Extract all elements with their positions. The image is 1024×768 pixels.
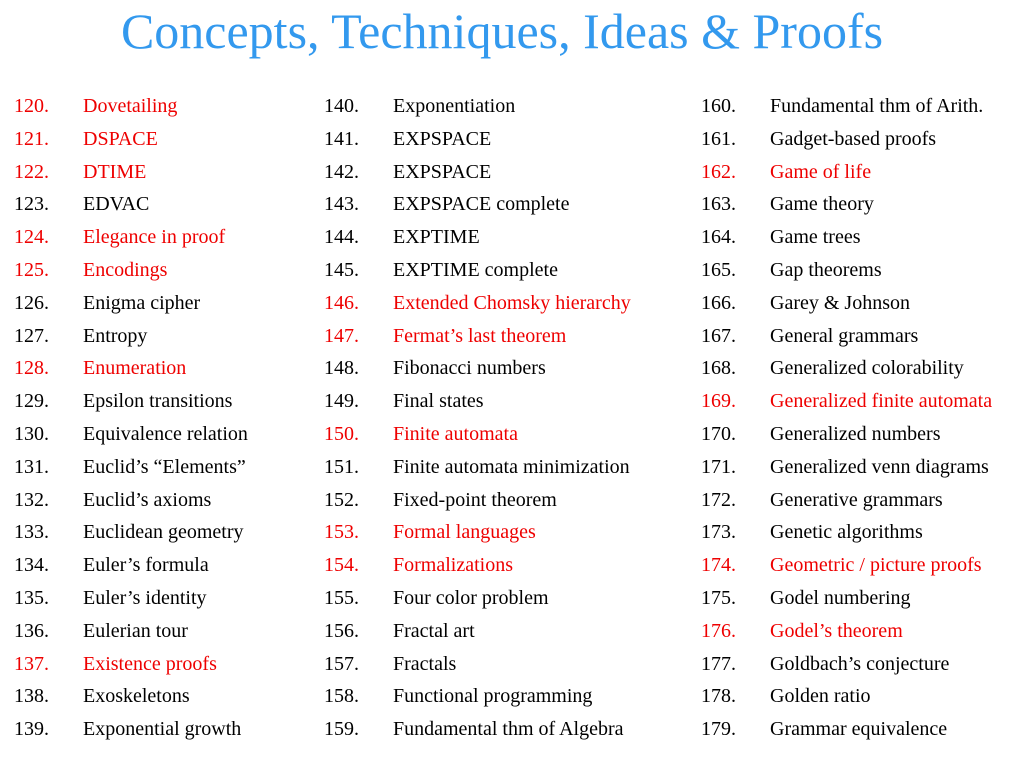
item-label: Entropy — [83, 324, 148, 347]
list-item — [324, 385, 631, 418]
item-label: Goldbach’s conjecture — [770, 652, 950, 675]
item-number: 132. — [14, 488, 49, 511]
item-number: 159. — [324, 718, 359, 741]
list-item — [701, 680, 992, 713]
list-item — [701, 516, 992, 549]
item-label: Euler’s formula — [83, 554, 209, 577]
item-number: 141. — [324, 127, 359, 150]
list-item — [701, 615, 992, 648]
list-item — [14, 156, 248, 189]
item-number: 168. — [701, 357, 736, 380]
list-item — [14, 188, 248, 221]
item-label: EXPTIME complete — [393, 258, 558, 281]
item-number: 144. — [324, 226, 359, 249]
item-label: Grammar equivalence — [770, 718, 948, 741]
item-number: 127. — [14, 324, 49, 347]
item-label: Generalized venn diagrams — [770, 455, 989, 478]
item-number: 167. — [701, 324, 736, 347]
list-item — [324, 221, 631, 254]
list-item — [324, 156, 631, 189]
item-number: 125. — [14, 258, 49, 281]
item-number: 177. — [701, 652, 736, 675]
list-item — [14, 648, 248, 681]
topic-column-2 — [324, 90, 631, 746]
item-number: 138. — [14, 685, 49, 708]
item-label: Eulerian tour — [83, 619, 188, 642]
item-label: Formalizations — [393, 554, 513, 577]
item-number: 174. — [701, 554, 736, 577]
item-number: 157. — [324, 652, 359, 675]
item-label: EXPTIME — [393, 226, 480, 249]
item-number: 149. — [324, 390, 359, 413]
list-item — [701, 254, 992, 287]
list-item — [14, 418, 248, 451]
list-item — [324, 352, 631, 385]
list-item — [324, 549, 631, 582]
item-label: Fundamental thm of Arith. — [770, 95, 984, 117]
item-label: Formal languages — [393, 521, 536, 544]
list-item — [701, 287, 992, 320]
list-item — [324, 320, 631, 353]
item-label: Gadget-based proofs — [770, 127, 937, 150]
item-label: Euclid’s “Elements” — [83, 455, 246, 478]
list-item — [324, 90, 631, 123]
item-label: Euclidean geometry — [83, 521, 244, 544]
list-item — [701, 320, 992, 353]
item-label: Equivalence relation — [83, 422, 248, 445]
item-number: 145. — [324, 258, 359, 281]
item-label: Fundamental thm of Algebra — [393, 718, 624, 741]
list-item — [324, 582, 631, 615]
item-number: 130. — [14, 422, 49, 445]
item-label: DTIME — [83, 160, 147, 183]
list-item — [14, 221, 248, 254]
list-item — [324, 516, 631, 549]
item-number: 153. — [324, 521, 359, 544]
item-number: 140. — [324, 95, 359, 117]
list-item — [701, 385, 992, 418]
item-label: Gap theorems — [770, 258, 882, 281]
item-label: Euclid’s axioms — [83, 488, 212, 511]
item-number: 163. — [701, 193, 736, 216]
item-number: 179. — [701, 718, 736, 741]
list-item — [324, 123, 631, 156]
item-number: 176. — [701, 619, 736, 642]
list-item — [701, 90, 992, 123]
item-number: 135. — [14, 586, 49, 609]
item-label: General grammars — [770, 324, 919, 347]
item-label: EXPSPACE — [393, 160, 492, 183]
item-label: Fractals — [393, 652, 457, 675]
list-item — [324, 254, 631, 287]
item-label: Exponentiation — [393, 95, 516, 117]
list-item — [14, 352, 248, 385]
item-number: 171. — [701, 455, 736, 478]
item-number: 154. — [324, 554, 359, 577]
item-number: 131. — [14, 455, 49, 478]
list-item — [324, 418, 631, 451]
list-item — [324, 451, 631, 484]
item-number: 164. — [701, 226, 736, 249]
item-number: 121. — [14, 127, 49, 150]
item-label: Game of life — [770, 160, 872, 183]
item-label: Fermat’s last theorem — [393, 324, 567, 347]
item-number: 150. — [324, 422, 359, 445]
item-label: Functional programming — [393, 685, 593, 708]
item-label: Enumeration — [83, 357, 187, 380]
topic-column-3 — [701, 90, 992, 746]
item-number: 134. — [14, 554, 49, 577]
list-item — [324, 648, 631, 681]
item-number: 146. — [324, 291, 359, 314]
item-number: 166. — [701, 291, 736, 314]
item-number: 139. — [14, 718, 49, 741]
item-label: Extended Chomsky hierarchy — [393, 291, 631, 314]
list-item — [701, 713, 992, 746]
item-label: EXPSPACE complete — [393, 193, 570, 216]
item-number: 148. — [324, 357, 359, 380]
item-number: 169. — [701, 390, 736, 413]
list-item — [324, 484, 631, 517]
list-item — [324, 680, 631, 713]
item-number: 155. — [324, 586, 359, 609]
list-item — [701, 451, 992, 484]
item-label: Exponential growth — [83, 718, 242, 741]
item-label: Fibonacci numbers — [393, 357, 546, 380]
item-number: 136. — [14, 619, 49, 642]
item-label: Fixed-point theorem — [393, 488, 557, 511]
item-number: 128. — [14, 357, 49, 380]
item-number: 160. — [701, 95, 736, 117]
item-label: Geometric / picture proofs — [770, 554, 982, 577]
item-label: Existence proofs — [83, 652, 217, 675]
item-label: Exoskeletons — [83, 685, 190, 708]
list-item — [14, 254, 248, 287]
item-number: 162. — [701, 160, 736, 183]
list-item — [701, 221, 992, 254]
item-number: 170. — [701, 422, 736, 445]
item-label: Generalized finite automata — [770, 390, 993, 413]
list-item — [14, 90, 248, 123]
item-label: DSPACE — [83, 127, 158, 150]
item-number: 137. — [14, 652, 49, 675]
item-label: Generalized numbers — [770, 422, 941, 445]
page-title: Concepts, Techniques, Ideas & Proofs — [120, 3, 884, 59]
list-item — [14, 615, 248, 648]
list-item — [324, 287, 631, 320]
item-number: 172. — [701, 488, 736, 511]
item-label: Game trees — [770, 226, 861, 249]
list-item — [14, 516, 248, 549]
item-label: Godel numbering — [770, 586, 911, 609]
list-item — [701, 484, 992, 517]
list-item — [701, 549, 992, 582]
list-item — [14, 385, 248, 418]
list-item — [14, 484, 248, 517]
list-item — [324, 615, 631, 648]
item-label: Genetic algorithms — [770, 521, 923, 544]
item-number: 122. — [14, 160, 49, 183]
item-label: EDVAC — [83, 193, 150, 216]
list-item — [14, 680, 248, 713]
item-number: 152. — [324, 488, 359, 511]
list-item — [14, 451, 248, 484]
list-item — [14, 287, 248, 320]
item-number: 124. — [14, 226, 49, 249]
item-label: Euler’s identity — [83, 586, 207, 609]
list-item — [14, 713, 248, 746]
list-item — [701, 648, 992, 681]
item-label: Four color problem — [393, 586, 549, 609]
item-label: Elegance in proof — [83, 226, 226, 249]
item-number: 123. — [14, 193, 49, 216]
item-label: Encodings — [83, 258, 168, 281]
item-number: 151. — [324, 455, 359, 478]
list-item — [14, 582, 248, 615]
item-label: Finite automata — [393, 422, 518, 445]
item-label: Golden ratio — [770, 685, 871, 708]
item-label: Generative grammars — [770, 488, 943, 511]
item-label: Garey & Johnson — [770, 291, 910, 314]
item-number: 129. — [14, 390, 49, 413]
list-item — [14, 123, 248, 156]
list-item — [701, 352, 992, 385]
item-label: EXPSPACE — [393, 127, 492, 150]
item-number: 120. — [14, 95, 49, 117]
item-number: 126. — [14, 291, 49, 314]
item-label: Godel’s theorem — [770, 619, 903, 642]
item-label: Generalized colorability — [770, 357, 964, 380]
item-label: Epsilon transitions — [83, 390, 233, 413]
item-number: 165. — [701, 258, 736, 281]
item-number: 143. — [324, 193, 359, 216]
list-item — [701, 418, 992, 451]
item-number: 158. — [324, 685, 359, 708]
list-item — [701, 156, 992, 189]
item-number: 173. — [701, 521, 736, 544]
item-number: 133. — [14, 521, 49, 544]
item-label: Fractal art — [393, 619, 475, 642]
list-item — [701, 188, 992, 221]
list-item — [701, 123, 992, 156]
item-number: 147. — [324, 324, 359, 347]
item-label: Finite automata minimization — [393, 455, 630, 478]
list-item — [701, 582, 992, 615]
list-item — [14, 549, 248, 582]
item-number: 161. — [701, 127, 736, 150]
list-item — [324, 188, 631, 221]
item-number: 178. — [701, 685, 736, 708]
item-label: Dovetailing — [83, 95, 178, 117]
list-item — [14, 320, 248, 353]
item-number: 175. — [701, 586, 736, 609]
item-label: Game theory — [770, 193, 874, 216]
item-number: 142. — [324, 160, 359, 183]
topic-column-1 — [14, 90, 248, 746]
item-label: Enigma cipher — [83, 291, 201, 314]
list-item — [324, 713, 631, 746]
item-number: 156. — [324, 619, 359, 642]
item-label: Final states — [393, 390, 484, 413]
